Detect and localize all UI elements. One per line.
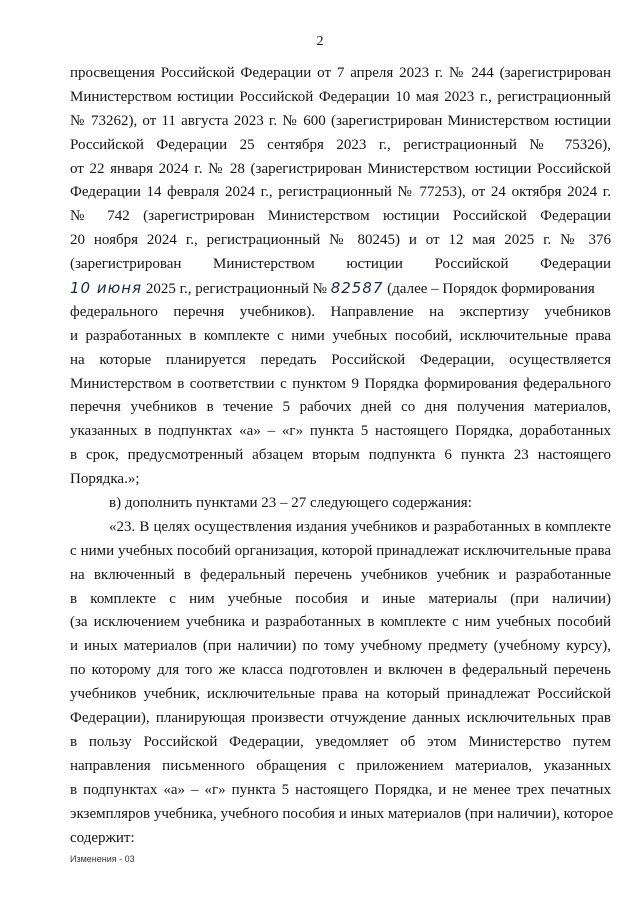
text-line: с ними учебных пособий организация, которой принадлежат исключительные права: [70, 542, 611, 559]
item-v: в) дополнить пунктами 23 – 27 следующего содержания:: [109, 495, 472, 512]
page-number: 2: [316, 34, 324, 49]
text-line: и разработанных в комплекте с ними учебных пособий, исключительные права: [70, 327, 611, 344]
text-line: от 22 января 2024 г. № 28 (зарегистрирован Министерством юстиции Российской: [70, 160, 611, 177]
text-line: на включенный в федеральный перечень учебников учебник и разработанные: [70, 566, 611, 583]
registration-text-rest: (далее – Порядок формирования: [383, 281, 595, 298]
text-line: на которые планируется передать Российской Федерации, осуществляется: [70, 351, 611, 368]
text-line: Федерации), планирующая произвести отчуждение данных исключительных прав: [70, 710, 611, 727]
text-line: Федерации 14 февраля 2024 г., регистрационный № 77253), от 24 октября 2024 г.: [70, 184, 611, 201]
handwritten-registration-line: [70, 277, 611, 301]
text-line: указанных в подпунктах «а» – «г» пункта 5 настоящего Порядка, доработанных: [70, 423, 611, 440]
footer-note: Изменения - 03: [70, 854, 135, 864]
text-line: Министерством юстиции Российской Федерации 10 мая 2023 г., регистрационный: [70, 88, 611, 105]
text-line: в пользу Российской Федерации, уведомляет об этом Министерство путем: [70, 733, 611, 750]
registration-text: 2025 г., регистрационный №: [142, 281, 331, 298]
text-line: № 73262), от 11 августа 2023 г. № 600 (зарегистрирован Министерством юстиции: [70, 112, 611, 129]
text-line: в подпунктах «а» – «г» пункта 5 настоящего Порядка, и не менее трех печатных: [70, 781, 611, 798]
text-line: экземпляров учебника, учебного пособия и иных материалов (при наличии), которое: [70, 805, 614, 822]
text-line: перечня учебников в течение 5 рабочих дней со дня получения материалов,: [70, 399, 611, 416]
handwritten-registration-number: 82587: [330, 279, 384, 298]
text-line: направления письменного обращения с приложением материалов, указанных: [70, 757, 611, 774]
text-line: (зарегистрирован Министерством юстиции Российской Федерации: [70, 256, 611, 273]
text-line: 20 ноября 2024 г., регистрационный № 80245) и от 12 мая 2025 г. № 376: [70, 232, 611, 249]
text-line: и иных материалов (при наличии) по тому учебному предмету (учебному курсу),: [70, 638, 611, 655]
text-line: федерального перечня учебников). Направление на экспертизу учебников: [70, 303, 611, 320]
text-line: № 742 (зарегистрирован Министерством юстиции Российской Федерации: [70, 208, 611, 225]
text-line: Российской Федерации 25 сентября 2023 г., регистрационный № 75326),: [70, 136, 611, 153]
text-line: учебников учебник, исключительные права на который принадлежат Российской: [70, 686, 611, 703]
document-body: [70, 62, 614, 850]
text-line: в срок, предусмотренный абзацем вторым подпункта 6 пункта 23 настоящего: [70, 447, 611, 464]
text-line: содержит:: [70, 829, 135, 846]
text-line: Порядка.»;: [70, 471, 140, 488]
text-line: по которому для того же класса подготовлен и включен в федеральный перечень: [70, 662, 611, 679]
text-line: в комплекте с ним учебные пособия и иные материалы (при наличии): [70, 590, 611, 607]
handwritten-date: 10 июня: [70, 279, 143, 298]
text-line: (за исключением учебника и разработанных в комплекте с ним учебных пособий: [70, 614, 611, 631]
text-line: Министерством в соответствии с пунктом 9 Порядка формирования федерального: [70, 375, 611, 392]
text-line: «23. В целях осуществления издания учебников и разработанных в комплекте: [109, 518, 611, 535]
text-line: просвещения Российской Федерации от 7 апреля 2023 г. № 244 (зарегистрирован: [70, 65, 611, 81]
